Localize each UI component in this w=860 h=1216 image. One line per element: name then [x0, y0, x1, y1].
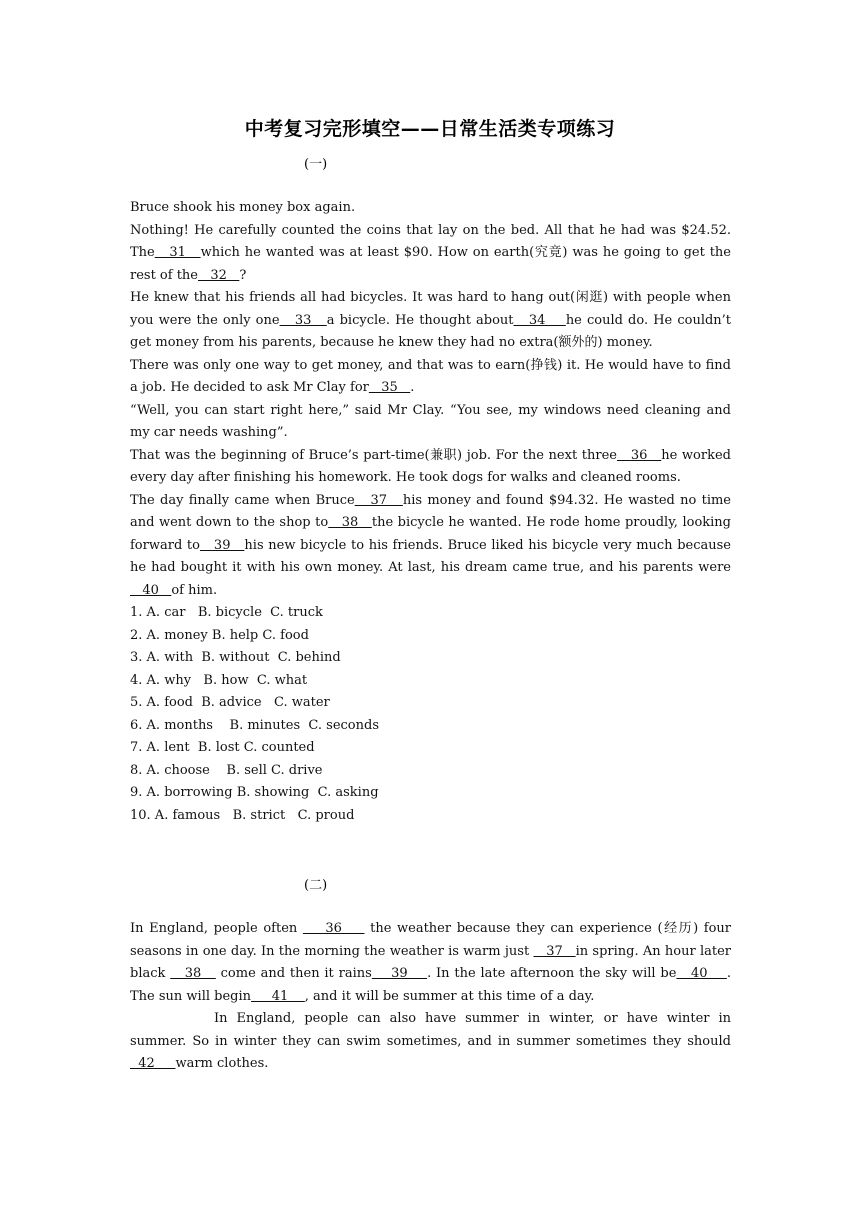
passage-text: in spring. An hour later black [130, 943, 732, 981]
passage-text: of him. [171, 582, 218, 598]
answer-option-row: 9. A. borrowing B. showing C. asking [130, 785, 379, 800]
section-one-body [130, 197, 731, 827]
passage-text: the weather because they can experience (经历) four seasons in one day. In the morning the weather is warm just [130, 921, 731, 959]
passage-text: Nothing! He carefully counted the coins that lay on the bed. All that he had was $24.52. The [130, 222, 731, 260]
passage-text: In England, people often [130, 921, 303, 936]
answer-option-row: 6. A. months B. minutes C. seconds [130, 717, 379, 733]
answer-blank: 33 [279, 312, 327, 328]
answer-blank: 32 [198, 267, 240, 283]
section-one-label: (一) [304, 157, 328, 172]
passage-text: , and it will be summer at this time of a day. [304, 988, 595, 1004]
answer-blank: 37 [354, 492, 403, 508]
answer-blank: 31 [154, 245, 201, 260]
answer-option-row: 7. A. lent B. lost C. counted [130, 740, 315, 755]
passage-text: . [410, 380, 415, 395]
passage-text: That was the beginning of Bruce’s part-time(兼职) job. For the next three [130, 447, 617, 463]
document-title: 中考复习完形填空——日常生活类专项练习 [244, 118, 616, 140]
passage-text: “Well, you can start right here,” said Mr Clay. “You see, my windows need cleaning and my car needs washing”. [130, 402, 731, 440]
passage-text: warm clothes. [175, 1056, 269, 1071]
section-two-passage [130, 918, 731, 1076]
section-one-options [130, 602, 731, 827]
passage-text: The day finally came when Bruce [130, 492, 355, 508]
answer-blank: 39 [199, 537, 245, 553]
answer-blank: 40 [676, 966, 727, 981]
passage-text: he worked every day after finishing his homework. He took dogs for walks and cleaned rooms. [130, 447, 731, 485]
answer-blank: 38 [328, 515, 372, 530]
answer-option-row: 10. A. famous B. strict C. proud [130, 807, 355, 823]
answer-blank: 37 [533, 943, 576, 959]
answer-blank: 38 [170, 966, 216, 981]
paragraph [130, 355, 731, 400]
paragraph [130, 197, 731, 220]
passage-text: his new bicycle to his friends. Bruce liked his bicycle very much because he had bought it with his own money. At last, his dream came true, and his parents were [130, 537, 731, 575]
answer-blank: 41 [251, 988, 305, 1004]
passage-text: He knew that his friends all had bicycles. It was hard to hang out(闲逛) with people when you were the only one [130, 290, 731, 328]
passage-text: Bruce shook his money box again. [130, 200, 356, 215]
passage-text: ? [239, 267, 247, 283]
answer-blank: 35 [368, 380, 411, 395]
answer-option-row: 3. A. with B. without C. behind [130, 650, 341, 665]
answer-option-row: 1. A. car B. bicycle C. truck [130, 605, 323, 620]
paragraph [130, 490, 731, 603]
paragraph [130, 1008, 731, 1076]
answer-blank: 39 [371, 966, 428, 981]
passage-text: come and then it rains [215, 966, 372, 981]
answer-blank: 36 [302, 921, 365, 936]
section-two-body [130, 918, 731, 1076]
passage-text: In England, people can also have summer in winter, or have winter in summer. So in winter they can swim sometimes, and in summer sometimes they should [130, 1011, 731, 1049]
section-one-passage [130, 197, 731, 602]
paragraph [130, 287, 731, 355]
answer-option-row: 5. A. food B. advice C. water [130, 695, 330, 710]
section-two-label: (二) [304, 878, 328, 893]
answer-option-row: 2. A. money B. help C. food [130, 627, 309, 643]
answer-blank: 40 [130, 582, 172, 598]
passage-text: . The sun will begin [130, 966, 731, 1004]
passage-text: . In the late afternoon the sky will be [427, 966, 677, 981]
passage-text: a bicycle. He thought about [326, 312, 514, 328]
answer-option-row: 4. A. why B. how C. what [130, 672, 308, 688]
paragraph [130, 400, 731, 445]
passage-text: the bicycle he wanted. He rode home proudly, looking forward to [130, 515, 731, 553]
passage-text: which he wanted was at least $90. How on earth(究竟) was he going to get the rest of the [130, 245, 731, 283]
paragraph [130, 918, 731, 1008]
paragraph [130, 445, 731, 490]
passage-text: his money and found $94.32. He wasted no time and went down to the shop to [130, 492, 731, 530]
answer-blank: 42 [130, 1056, 176, 1071]
paragraph [130, 220, 731, 288]
passage-text: There was only one way to get money, and that was to earn(挣钱) it. He would have to find a job. He decided to ask Mr Clay for [130, 357, 731, 395]
passage-text: he could do. He couldn’t get money from his parents, because he knew they had no extra(额外的) money. [130, 312, 732, 350]
answer-blank: 34 [513, 312, 566, 328]
answer-blank: 36 [616, 447, 662, 463]
answer-option-row: 8. A. choose B. sell C. drive [130, 762, 323, 778]
